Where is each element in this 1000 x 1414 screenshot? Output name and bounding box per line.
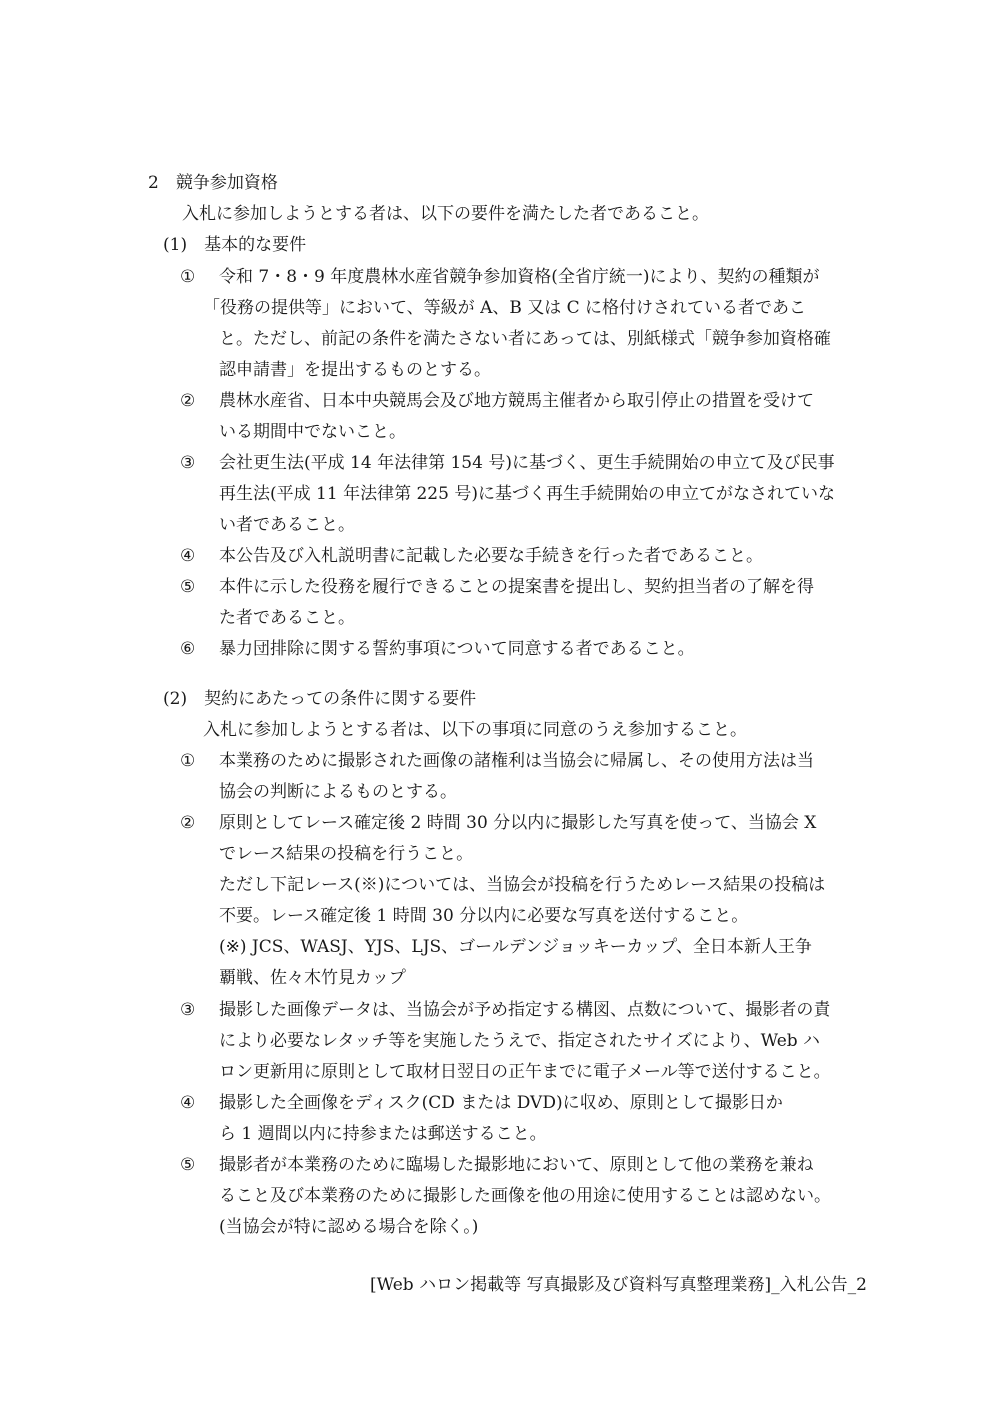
item-line: 覇戦、佐々木竹見カップ <box>219 968 406 988</box>
item-line: 暴力団排除に関する誓約事項について同意する者であること。 <box>219 639 695 659</box>
item-line: ること及び本業務のために撮影した画像を他の用途に使用することは認めない。 <box>219 1186 831 1206</box>
page-footer: [Web ハロン掲載等 写真撮影及び資料写真整理業務]_入札公告_2 <box>370 1275 867 1295</box>
item-line: た者であること。 <box>219 608 355 628</box>
contract-intro: 入札に参加しようとする者は、以下の事項に同意のうえ参加すること。 <box>203 720 747 740</box>
item-line: 撮影した全画像をディスク(CD または DVD)に収め、原則として撮影日か <box>219 1093 783 1113</box>
item-marker: ② <box>180 813 196 833</box>
item-line: 本業務のために撮影された画像の諸権利は当協会に帰属し、その使用方法は当 <box>219 751 814 771</box>
item-line: 本公告及び入札説明書に記載した必要な手続きを行った者であること。 <box>219 546 763 566</box>
item-marker: ④ <box>180 546 196 566</box>
item-line: でレース結果の投稿を行うこと。 <box>219 844 474 864</box>
item-line: 本件に示した役務を履行できることの提案書を提出し、契約担当者の了解を得 <box>219 577 814 597</box>
item-line: ロン更新用に原則として取材日翌日の正午までに電子メール等で送付すること。 <box>219 1062 831 1082</box>
item-line: 「役務の提供等」において、等級が A、B 又は C に格付けされている者であこ <box>203 298 807 318</box>
section-heading: 2 競争参加資格 <box>148 173 278 193</box>
item-line: と。ただし、前記の条件を満たさない者にあっては、別紙様式「競争参加資格確 <box>219 329 831 349</box>
basic-requirements-heading: (1) 基本的な要件 <box>163 235 307 255</box>
item-line: 協会の判断によるものとする。 <box>219 782 457 802</box>
item-marker: ① <box>180 267 196 287</box>
item-line: ら 1 週間以内に持参または郵送すること。 <box>219 1124 547 1144</box>
item-line: 再生法(平成 11 年法律第 225 号)に基づく再生手続開始の申立てがなされていな <box>219 484 835 504</box>
item-marker: ④ <box>180 1093 196 1113</box>
item-marker: ⑤ <box>180 1155 196 1175</box>
item-line: い者であること。 <box>219 515 355 535</box>
item-line: 撮影した画像データは、当協会が予め指定する構図、点数について、撮影者の責 <box>219 1000 831 1020</box>
item-marker: ③ <box>180 1000 196 1020</box>
contract-requirements-heading: (2) 契約にあたっての条件に関する要件 <box>163 689 477 709</box>
item-line: 撮影者が本業務のために臨場した撮影地において、原則として他の業務を兼ね <box>219 1155 814 1175</box>
item-marker: ⑥ <box>180 639 196 659</box>
item-marker: ① <box>180 751 196 771</box>
item-line: 不要。レース確定後 1 時間 30 分以内に必要な写真を送付すること。 <box>219 906 749 926</box>
item-line: (※) JCS、WASJ、YJS、LJS、ゴールデンジョッキーカップ、全日本新人王争 <box>219 937 812 957</box>
item-line: (当協会が特に認める場合を除く。) <box>219 1217 479 1237</box>
item-line: ただし下記レース(※)については、当協会が投稿を行うためレース結果の投稿は <box>219 875 826 895</box>
item-marker: ③ <box>180 453 196 473</box>
item-line: 原則としてレース確定後 2 時間 30 分以内に撮影した写真を使って、当協会 X <box>219 813 817 833</box>
item-line: により必要なレタッチ等を実施したうえで、指定されたサイズにより、Web ハ <box>219 1031 821 1051</box>
item-line: いる期間中でないこと。 <box>219 422 406 442</box>
item-marker: ⑤ <box>180 577 196 597</box>
item-line: 認申請書」を提出するものとする。 <box>219 360 491 380</box>
item-line: 農林水産省、日本中央競馬会及び地方競馬主催者から取引停止の措置を受けて <box>219 391 814 411</box>
item-marker: ② <box>180 391 196 411</box>
section-intro: 入札に参加しようとする者は、以下の要件を満たした者であること。 <box>182 204 709 224</box>
item-line: 会社更生法(平成 14 年法律第 154 号)に基づく、更生手続開始の申立て及び民事 <box>219 453 835 473</box>
item-line: 令和 7・8・9 年度農林水産省競争参加資格(全省庁統一)により、契約の種類が <box>219 267 820 287</box>
